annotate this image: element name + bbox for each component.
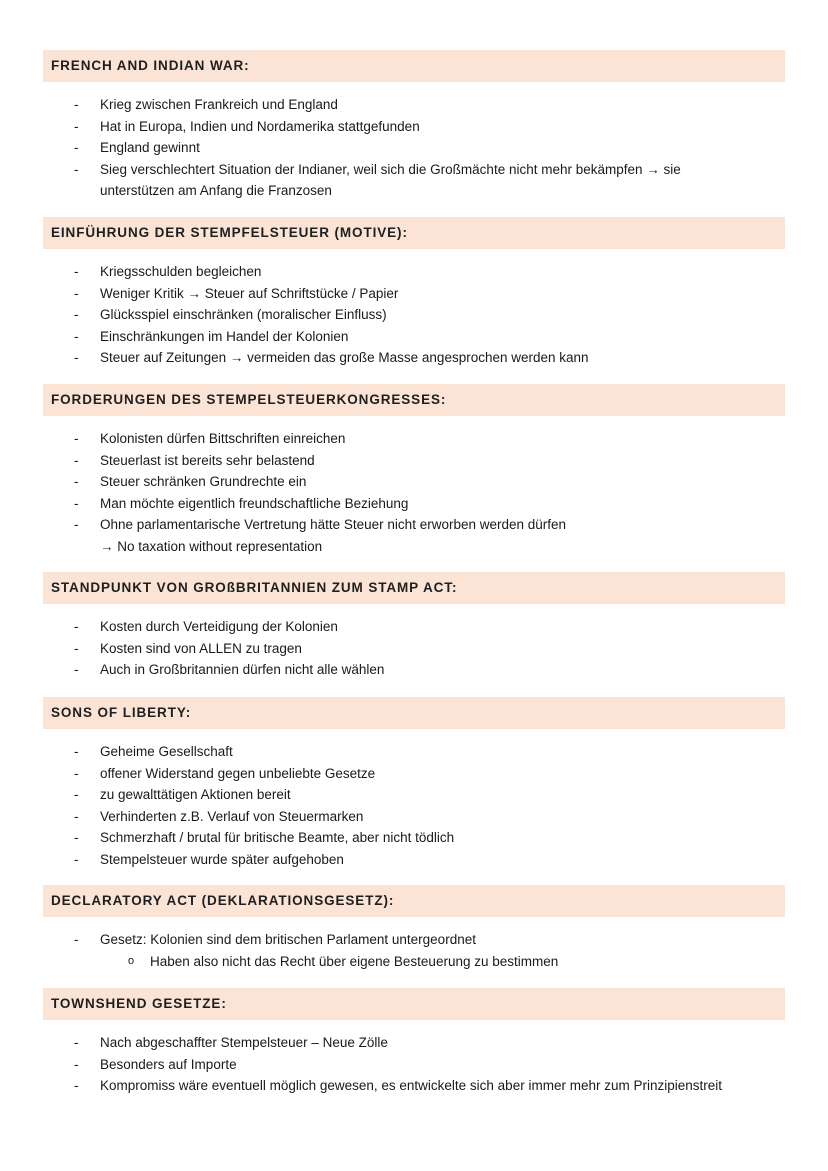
list-item: - Verhinderten z.B. Verlauf von Steuermarken	[43, 806, 785, 828]
list-item: - Sieg verschlechtert Situation der Indianer, weil sich die Großmächte nicht mehr bekämpfen → sie unterstützen am Anfang die Franzosen	[43, 159, 785, 202]
list-item: - Kriegsschulden begleichen	[43, 261, 785, 283]
dash-bullet-icon: -	[74, 830, 79, 846]
bullet-list	[43, 94, 785, 202]
dash-bullet-icon: -	[74, 787, 79, 803]
list-item: - offener Widerstand gegen unbeliebte Gesetze	[43, 763, 785, 785]
dash-bullet-icon: -	[74, 1056, 79, 1072]
dash-bullet-icon: -	[74, 1035, 79, 1050]
list-item: - Schmerzhaft / brutal für britische Beamte, aber nicht tödlich	[43, 827, 785, 849]
dash-bullet-icon: -	[74, 640, 79, 656]
section-standpunkt-grossbritannien	[43, 572, 785, 681]
dash-bullet-icon: -	[74, 97, 79, 112]
dash-bullet-icon: -	[74, 452, 79, 468]
dash-bullet-icon: -	[74, 495, 79, 511]
dash-bullet-icon: -	[74, 350, 79, 366]
bullet-list	[43, 428, 785, 558]
dash-bullet-icon: -	[74, 307, 79, 323]
list-item: - Nach abgeschaffter Stempelsteuer – Neue Zölle	[43, 1032, 785, 1054]
dash-bullet-icon: -	[74, 161, 79, 177]
section-french-and-indian-war	[43, 50, 785, 202]
list-item: - Stempelsteuer wurde später aufgehoben	[43, 849, 785, 871]
list-item: - Kompromiss wäre eventuell möglich gewesen, es entwickelte sich aber immer mehr zum Prinzipienstreit	[43, 1075, 785, 1097]
section-sons-of-liberty	[43, 697, 785, 871]
section-declaratory-act	[43, 885, 785, 972]
list-item: - Kosten durch Verteidigung der Kolonien	[43, 616, 785, 638]
list-item: - Weniger Kritik → Steuer auf Schriftstücke / Papier	[43, 283, 785, 305]
section-townshend-gesetze	[43, 988, 785, 1097]
sub-list-item: o Haben also nicht das Recht über eigene Besteuerung zu bestimmen	[43, 951, 785, 973]
dash-bullet-icon: -	[74, 140, 79, 156]
list-item: - Ohne parlamentarische Vertretung hätte Steuer nicht erworben werden dürfen → No taxation without representation	[43, 514, 785, 557]
dash-bullet-icon: -	[74, 264, 79, 279]
list-item: - Glücksspiel einschränken (moralischer Einfluss)	[43, 304, 785, 326]
list-item: - Besonders auf Importe	[43, 1054, 785, 1076]
dash-bullet-icon: -	[74, 808, 79, 824]
list-item: - Kosten sind von ALLEN zu tragen	[43, 638, 785, 660]
bullet-list	[43, 929, 785, 951]
section-forderungen	[43, 384, 785, 558]
dash-bullet-icon: -	[74, 851, 79, 867]
dash-bullet-icon: -	[74, 765, 79, 781]
section-heading: EINFÜHRUNG DER STEMPFELSTEUER (MOTIVE):	[43, 217, 785, 249]
list-item: - Geheime Gesellschaft	[43, 741, 785, 763]
list-item: - Man möchte eigentlich freundschaftliche Beziehung	[43, 493, 785, 515]
dash-bullet-icon: -	[74, 619, 79, 634]
list-item: - Steuerlast ist bereits sehr belastend	[43, 450, 785, 472]
section-heading: FORDERUNGEN DES STEMPELSTEUERKONGRESSES:	[43, 384, 785, 416]
dash-bullet-icon: -	[74, 1078, 79, 1094]
dash-bullet-icon: -	[74, 328, 79, 344]
dash-bullet-icon: -	[74, 932, 79, 947]
list-item: - Kolonisten dürfen Bittschriften einreichen	[43, 428, 785, 450]
dash-bullet-icon: -	[74, 517, 79, 533]
bullet-list	[43, 616, 785, 681]
list-item: - Steuer schränken Grundrechte ein	[43, 471, 785, 493]
circle-bullet-icon: o	[128, 954, 135, 967]
section-heading: STANDPUNKT VON GROßBRITANNIEN ZUM STAMP ACT:	[43, 572, 785, 604]
list-item: - Gesetz: Kolonien sind dem britischen Parlament untergeordnet	[43, 929, 785, 951]
dash-bullet-icon: -	[74, 118, 79, 134]
section-heading: TOWNSHEND GESETZE:	[43, 988, 785, 1020]
list-item: - Steuer auf Zeitungen → vermeiden das große Masse angesprochen werden kann	[43, 347, 785, 369]
dash-bullet-icon: -	[74, 431, 79, 446]
bullet-list	[43, 741, 785, 871]
dash-bullet-icon: -	[74, 744, 79, 759]
bullet-list	[43, 261, 785, 369]
list-item: - zu gewalttätigen Aktionen bereit	[43, 784, 785, 806]
list-item: - Krieg zwischen Frankreich und England	[43, 94, 785, 116]
dash-bullet-icon: -	[74, 662, 79, 678]
dash-bullet-icon: -	[74, 285, 79, 301]
section-heading: FRENCH AND INDIAN WAR:	[43, 50, 785, 82]
list-item: - England gewinnt	[43, 137, 785, 159]
section-stempelsteuer-motive	[43, 217, 785, 369]
bullet-list	[43, 1032, 785, 1097]
section-heading: SONS OF LIBERTY:	[43, 697, 785, 729]
list-item: - Einschränkungen im Handel der Kolonien	[43, 326, 785, 348]
list-item: - Hat in Europa, Indien und Nordamerika stattgefunden	[43, 116, 785, 138]
dash-bullet-icon: -	[74, 474, 79, 490]
section-heading: DECLARATORY ACT (DEKLARATIONSGESETZ):	[43, 885, 785, 917]
list-item: - Auch in Großbritannien dürfen nicht alle wählen	[43, 659, 785, 681]
